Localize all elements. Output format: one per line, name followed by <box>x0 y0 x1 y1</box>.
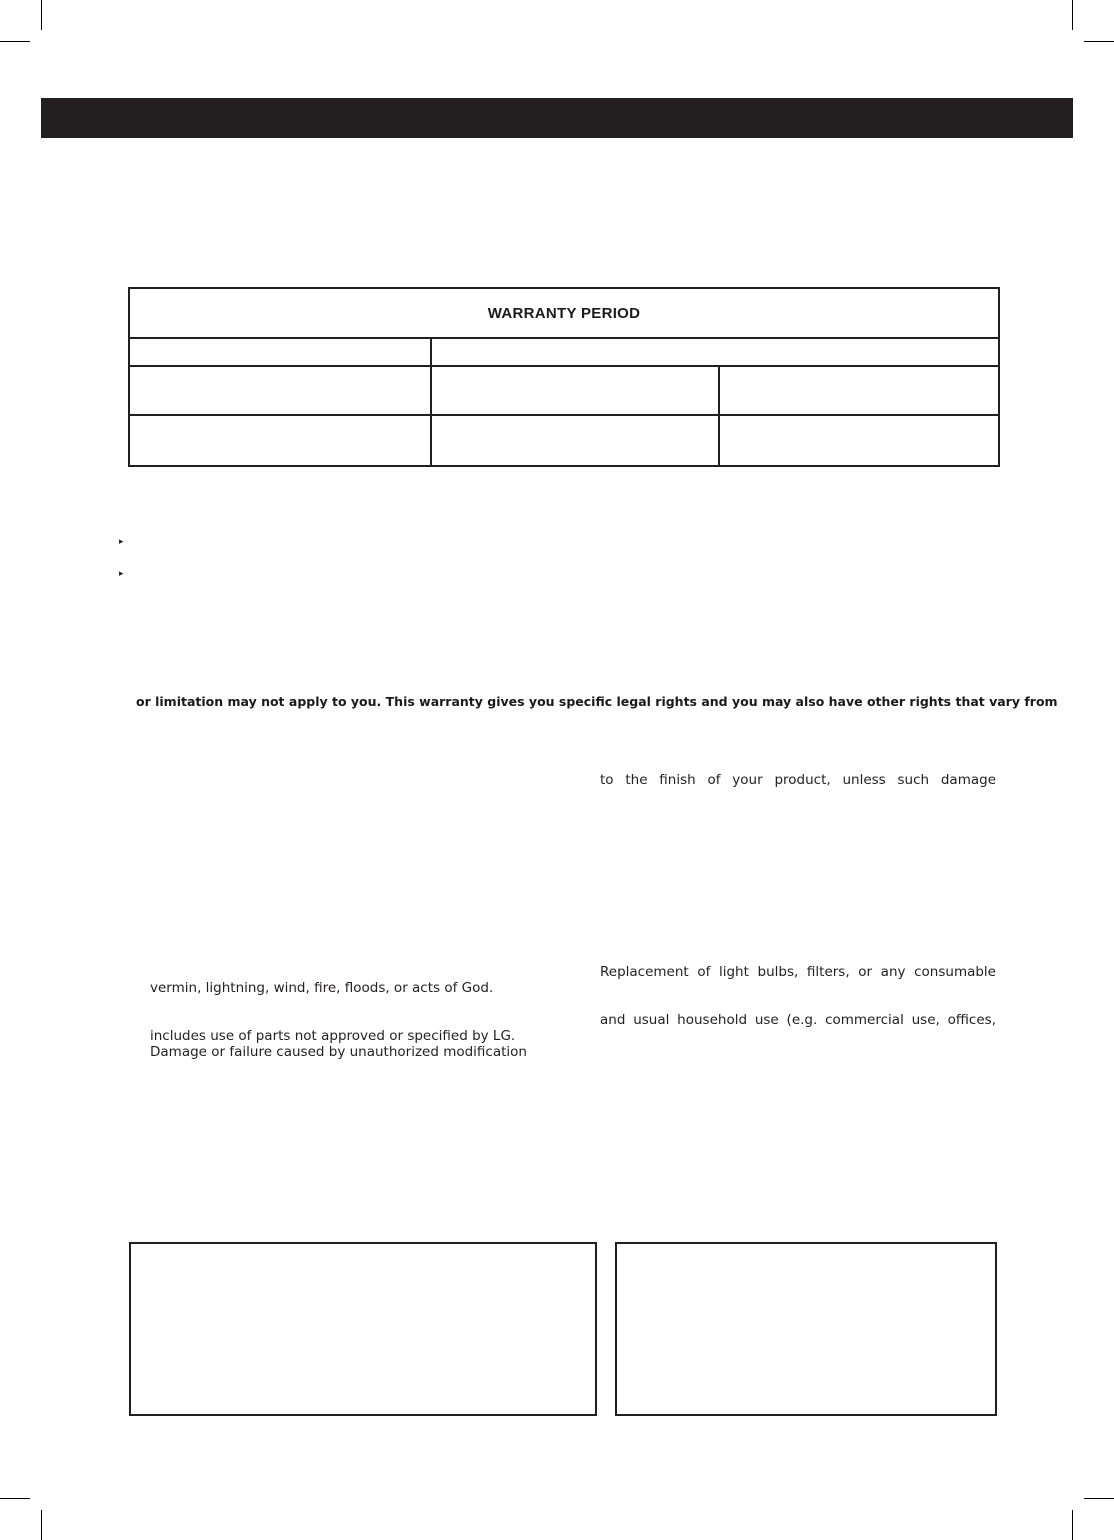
exclusion-left-line: includes use of parts not approved or specified by LG. <box>150 1028 516 1044</box>
table-cell <box>719 366 999 415</box>
bullet-arrow-icon: ▸ <box>119 537 124 547</box>
info-box-right <box>615 1242 997 1416</box>
crop-mark <box>0 1498 30 1499</box>
crop-mark <box>1072 0 1073 30</box>
exclusion-right-line: Replacement of light bulbs, filters, or any consumable <box>600 964 996 980</box>
exclusion-right-line: to the finish of your product, unless such damage <box>600 772 996 788</box>
table-cell <box>129 415 431 466</box>
crop-mark <box>1084 1498 1114 1499</box>
table-cell <box>431 366 719 415</box>
crop-mark <box>41 1510 42 1540</box>
table-cell <box>431 415 719 466</box>
header-bar <box>41 98 1073 138</box>
exclusion-right-line: and usual household use (e.g. commercial use, offices, <box>600 1012 996 1028</box>
crop-mark <box>41 0 42 30</box>
legal-notice-line: or limitation may not apply to you. This warranty gives you specific legal rights and you may also have other rights that vary from <box>136 694 1058 709</box>
bullet-arrow-icon: ▸ <box>119 569 124 579</box>
table-cell <box>129 366 431 415</box>
table-cell <box>719 415 999 466</box>
table-cell <box>431 338 999 366</box>
warranty-period-title: WARRANTY PERIOD <box>129 288 999 338</box>
info-box-left <box>129 1242 597 1416</box>
crop-mark <box>0 41 30 42</box>
table-row <box>129 366 999 415</box>
crop-mark <box>1084 41 1114 42</box>
exclusion-left-line: Damage or failure caused by unauthorized modification <box>150 1044 527 1060</box>
warranty-table <box>128 287 1000 467</box>
crop-mark <box>1072 1510 1073 1540</box>
table-row <box>129 415 999 466</box>
table-cell <box>129 338 431 366</box>
exclusion-left-line: vermin, lightning, wind, fire, floods, or acts of God. <box>150 980 494 996</box>
